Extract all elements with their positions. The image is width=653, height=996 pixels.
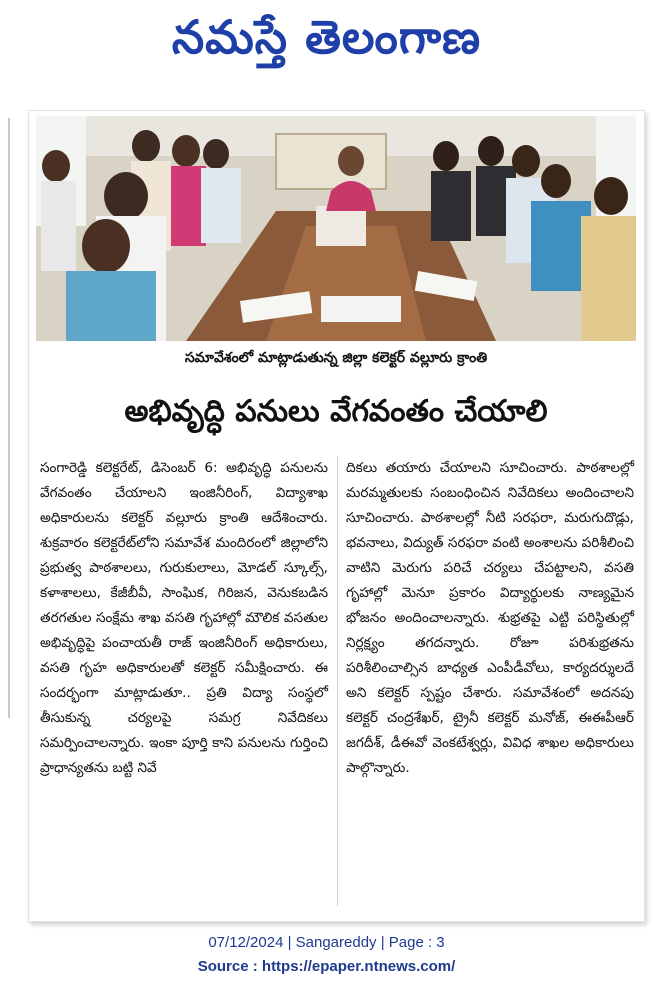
meeting-photo	[36, 116, 636, 341]
article-headline: అభివృద్ధి పనులు వేగవంతం చేయాలి	[124, 394, 548, 429]
column-divider	[337, 456, 338, 906]
article-column-2	[346, 456, 634, 906]
article-column-1	[40, 456, 328, 906]
article-column-2-text: దికలు తయారు చేయాలని సూచించారు. పాఠశాలల్లో మరమ్మతులకు సంబంధించిన నివేదికలు అందించాలని సూచించారు. పాఠశాలల్లో నీటి సరఫరా, మరుగుదొడ్లు, భవనాలు, విద్యుత్ సరఫరా వంటి అంశాలను పరిశీలించి వాటిని మెరుగు పరిచే చర్యలు చేపట్టాలని, వసతి గృహాల్లో మెనూ ప్రకారం విద్యార్థులకు నాణ్యమైన భోజనం అందించాలన్నారు. శుభ్రతపై ఎట్టి పరిస్థితుల్లో నిర్లక్ష్యం తగదన్నారు. రోజూ పరిశుభ్రతను పరిశీలించాల్సిన బాధ్యత ఎంపీడీవోలు, కార్యదర్శులదే అని కలెక్టర్ స్పష్టం చేశారు. సమావేశంలో అదనపు కలెక్టర్ చంద్రశేఖర్, ట్రైనీ కలెక్టర్ మనోజ్, ఈఈపీఆర్ జగదీశ్, డీఈవో వెంకటేశ్వర్లు, వివిధ శాఖల అధికారులు పాల్గొన్నారు.	[346, 460, 634, 776]
photo-caption: సమావేశంలో మాట్లాడుతున్న జిల్లా కలెక్టర్ వల్లూరు క్రాంతి	[184, 349, 488, 366]
article-column-1-text: సంగారెడ్డి కలెక్టరేట్, డిసెంబర్ 6: అభివృద్ధి పనులను వేగవంతం చేయాలని ఇంజినీరింగ్, విద్యాశాఖ అధికారులను కలెక్టర్ వల్లూరు క్రాంతి ఆదేశించారు. శుక్రవారం కలెక్టరేట్‌లోని సమావేశ మందిరంలో జిల్లాలోని ప్రభుత్వ పాఠశాలలు, గురుకులాలు, మోడల్ స్కూల్స్, కళాశాలలు, కేజీబీవీ, సాంఘిక, గిరిజన, వెనుకబడిన తరగతుల సంక్షేమ శాఖ వసతి గృహాల్లో మౌలిక వసతుల అభివృద్ధిపై పంచాయతీ రాజ్ ఇంజినీరింగ్ అధికారులు, వసతి గృహ అధికారులతో కలెక్టర్ సమీక్షించారు. ఈ సందర్భంగా మాట్లాడుతూ.. ప్రతి విద్యా సంస్థలో తీసుకున్న చర్యలపై సమగ్ర నివేదికలు సమర్పించాలన్నారు. ఇంకా పూర్తి కాని పనులను గుర్తించి ప్రాధాన్యతను బట్టి నివే	[40, 460, 328, 776]
meeting-photo-illustration	[36, 116, 636, 341]
footer-dateline: 07/12/2024 | Sangareddy | Page : 3	[208, 934, 445, 951]
footer-source: Source : https://epaper.ntnews.com/	[197, 958, 456, 975]
masthead-title: నమస్తే తెలంగాణ	[171, 10, 482, 64]
page-edge-rule	[8, 118, 10, 718]
article-body	[40, 456, 634, 906]
